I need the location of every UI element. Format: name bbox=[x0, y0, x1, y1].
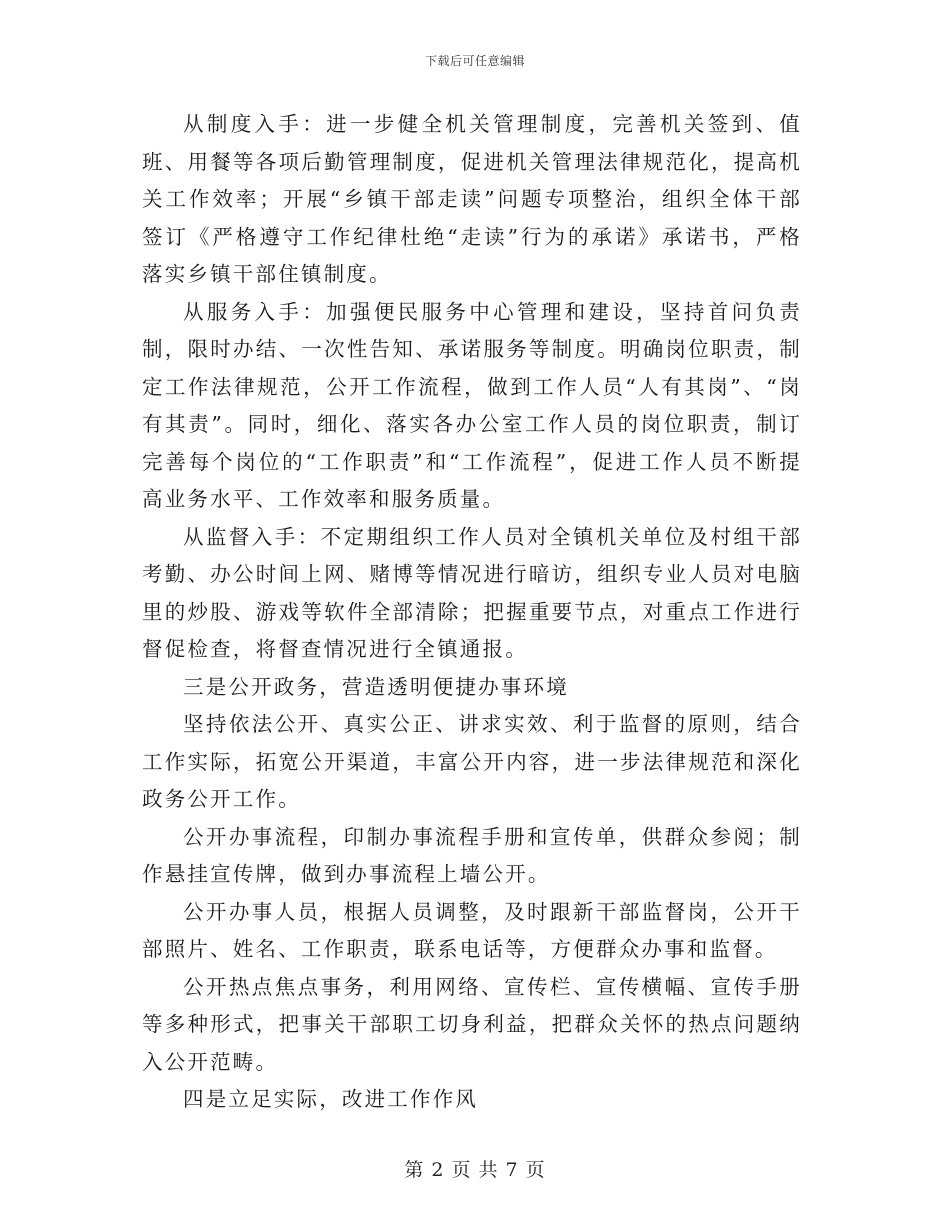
paragraph-service: 从服务入手：加强便民服务中心管理和建设，坚持首问负责制，限时办结、一次性告知、承诺服务等制度。明确岗位职责，制定工作法律规范，公开工作流程，做到工作人员“人有其岗”、“岗有其责”。同时，细化、落实各办公室工作人员的岗位职责，制订完善每个岗位的“工作职责”和“工作流程”，促进工作人员不断提高业务水平、工作效率和服务质量。 bbox=[142, 299, 802, 511]
document-body bbox=[142, 106, 802, 1119]
paragraph-open-principle: 坚持依法公开、真实公正、讲求实效、利于监督的原则，结合工作实际，拓宽公开渠道，丰富公开内容，进一步法律规范和深化政务公开工作。 bbox=[142, 712, 802, 811]
header-note: 下载后可任意编辑 bbox=[424, 54, 525, 68]
page-number: 第 2 页 共 7 页 bbox=[404, 1159, 546, 1181]
paragraph-open-hot-issues: 公开热点焦点事务，利用网络、宣传栏、宣传横幅、宣传手册等多种形式，把事关干部职工切身利益，把群众关怀的热点问题纳入公开范畴。 bbox=[142, 974, 802, 1074]
paragraph-open-process: 公开办事流程，印制办事流程手册和宣传单，供群众参阅；制作悬挂宣传牌，做到办事流程上墙公开。 bbox=[142, 824, 802, 886]
paragraph-open-staff: 公开办事人员，根据人员调整，及时跟新干部监督岗，公开干部照片、姓名、工作职责，联系电话等，方便群众办事和监督。 bbox=[142, 899, 802, 961]
section-heading-open-affairs: 三是公开政务，营造透明便捷办事环境 bbox=[183, 674, 569, 699]
paragraph-institution: 从制度入手：进一步健全机关管理制度，完善机关签到、值班、用餐等各项后勤管理制度，促进机关管理法律规范化，提高机关工作效率；开展“乡镇干部走读”问题专项整治，组织全体干部签订《严格遵守工作纪律杜绝“走读”行为的承诺》承诺书，严格落实乡镇干部住镇制度。 bbox=[142, 112, 802, 286]
paragraph-supervision: 从监督入手：不定期组织工作人员对全镇机关单位及村组干部考勤、办公时间上网、赌博等情况进行暗访，组织专业人员对电脑里的炒股、游戏等软件全部清除；把握重要节点，对重点工作进行督促检查，将督查情况进行全镇通报。 bbox=[142, 524, 802, 661]
section-heading-work-style: 四是立足实际，改进工作作风 bbox=[183, 1087, 479, 1111]
